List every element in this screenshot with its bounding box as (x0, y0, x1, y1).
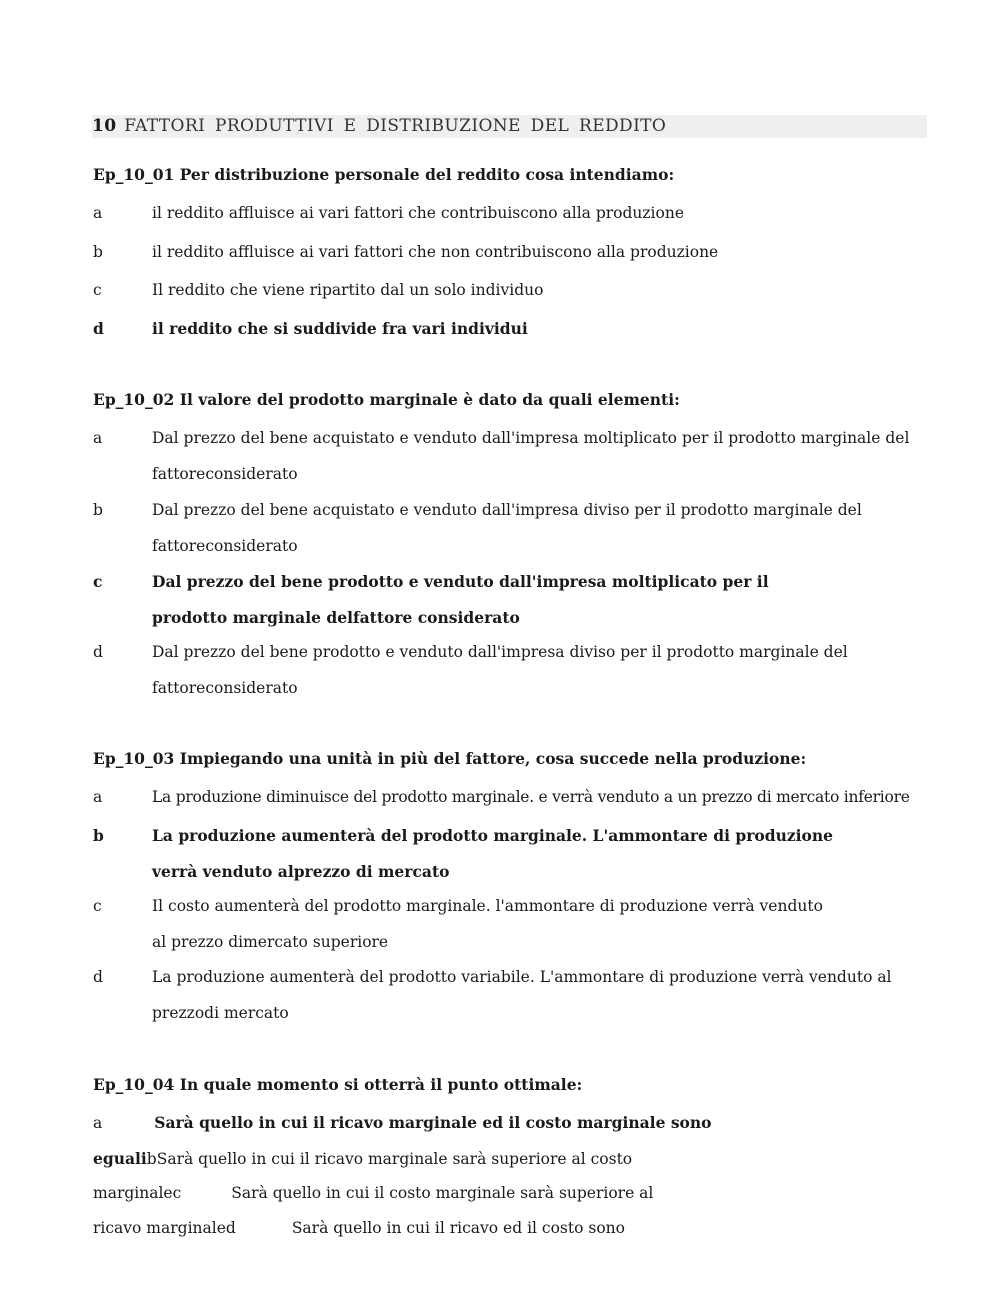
question-title: Ep_10_04 In quale momento si otterrà il punto ottimale: (93, 1075, 583, 1094)
option-text-correct: eguali (93, 1149, 147, 1168)
option-letter: b (93, 826, 104, 845)
option-letter: a (93, 788, 103, 806)
option-text: Sarà quello in cui il ricavo ed il costo sono (291, 1219, 625, 1237)
answer-line (93, 1113, 712, 1132)
chapter-number: 10 (92, 116, 117, 136)
option-letter: b (93, 501, 103, 519)
option-text: La produzione diminuisce del prodotto marginale. e verrà venduto a un prezzo di mercato inferiore (152, 788, 910, 806)
option-text: Il reddito che viene ripartito dal un solo individuo (152, 281, 544, 299)
answer-line (93, 1184, 653, 1202)
option-text: bSarà quello in cui il ricavo marginale sarà superiore al costo (146, 1150, 633, 1168)
option-letter: c (93, 281, 102, 299)
answer-line (93, 1149, 632, 1168)
option-letter: c (93, 897, 102, 915)
chapter-heading (92, 115, 927, 138)
option-letter: d (93, 319, 104, 338)
option-letter: a (93, 429, 103, 447)
option-text: Sarà quello in cui il costo marginale sarà superiore al (231, 1184, 654, 1202)
option-text: Dal prezzo del bene acquistato e venduto dall'impresa moltiplicato per il prodotto marginale del fattoreconsiderato (152, 429, 910, 483)
option-text-correct: Sarà quello in cui il ricavo marginale ed il costo marginale sono (154, 1113, 712, 1132)
option-text: Dal prezzo del bene prodotto e venduto dall'impresa diviso per il prodotto marginale del fattoreconsiderato (152, 643, 848, 697)
option-text: Il costo aumenterà del prodotto marginale. l'ammontare di produzione verrà venduto al prezzo dimercato superiore (152, 897, 823, 951)
option-letter: b (93, 243, 103, 261)
option-letter: a (93, 204, 103, 222)
option-text: il reddito affluisce ai vari fattori che contribuiscono alla produzione (152, 204, 685, 222)
option-text: La produzione aumenterà del prodotto marginale. L'ammontare di produzione verrà venduto alprezzo di mercato (152, 826, 834, 881)
option-text: ricavo marginaled (93, 1219, 236, 1237)
option-letter: a (93, 1114, 103, 1132)
question-title: Ep_10_03 Impiegando una unità in più del fattore, cosa succede nella produzione: (93, 749, 807, 768)
answer-line (93, 1219, 625, 1237)
chapter-title: FATTORI PRODUTTIVI E DISTRIBUZIONE DEL REDDITO (124, 116, 667, 136)
question-title: Ep_10_02 Il valore del prodotto marginale è dato da quali elementi: (93, 390, 680, 409)
option-text: il reddito affluisce ai vari fattori che non contribuiscono alla produzione (152, 243, 719, 261)
option-text: La produzione aumenterà del prodotto variabile. L'ammontare di produzione verrà venduto al prezzodi mercato (152, 968, 892, 1022)
option-letter: d (93, 643, 103, 661)
question-title: Ep_10_01 Per distribuzione personale del reddito cosa intendiamo: (93, 165, 675, 184)
option-letter: d (93, 968, 103, 986)
option-text: Dal prezzo del bene prodotto e venduto dall'impresa moltiplicato per il prodotto marginale delfattore considerato (152, 572, 769, 627)
option-text: marginalec (93, 1184, 182, 1202)
option-text: Dal prezzo del bene acquistato e venduto dall'impresa diviso per il prodotto marginale del fattoreconsiderato (152, 501, 862, 555)
option-text: il reddito che si suddivide fra vari individui (152, 319, 528, 338)
option-letter: c (93, 572, 103, 591)
